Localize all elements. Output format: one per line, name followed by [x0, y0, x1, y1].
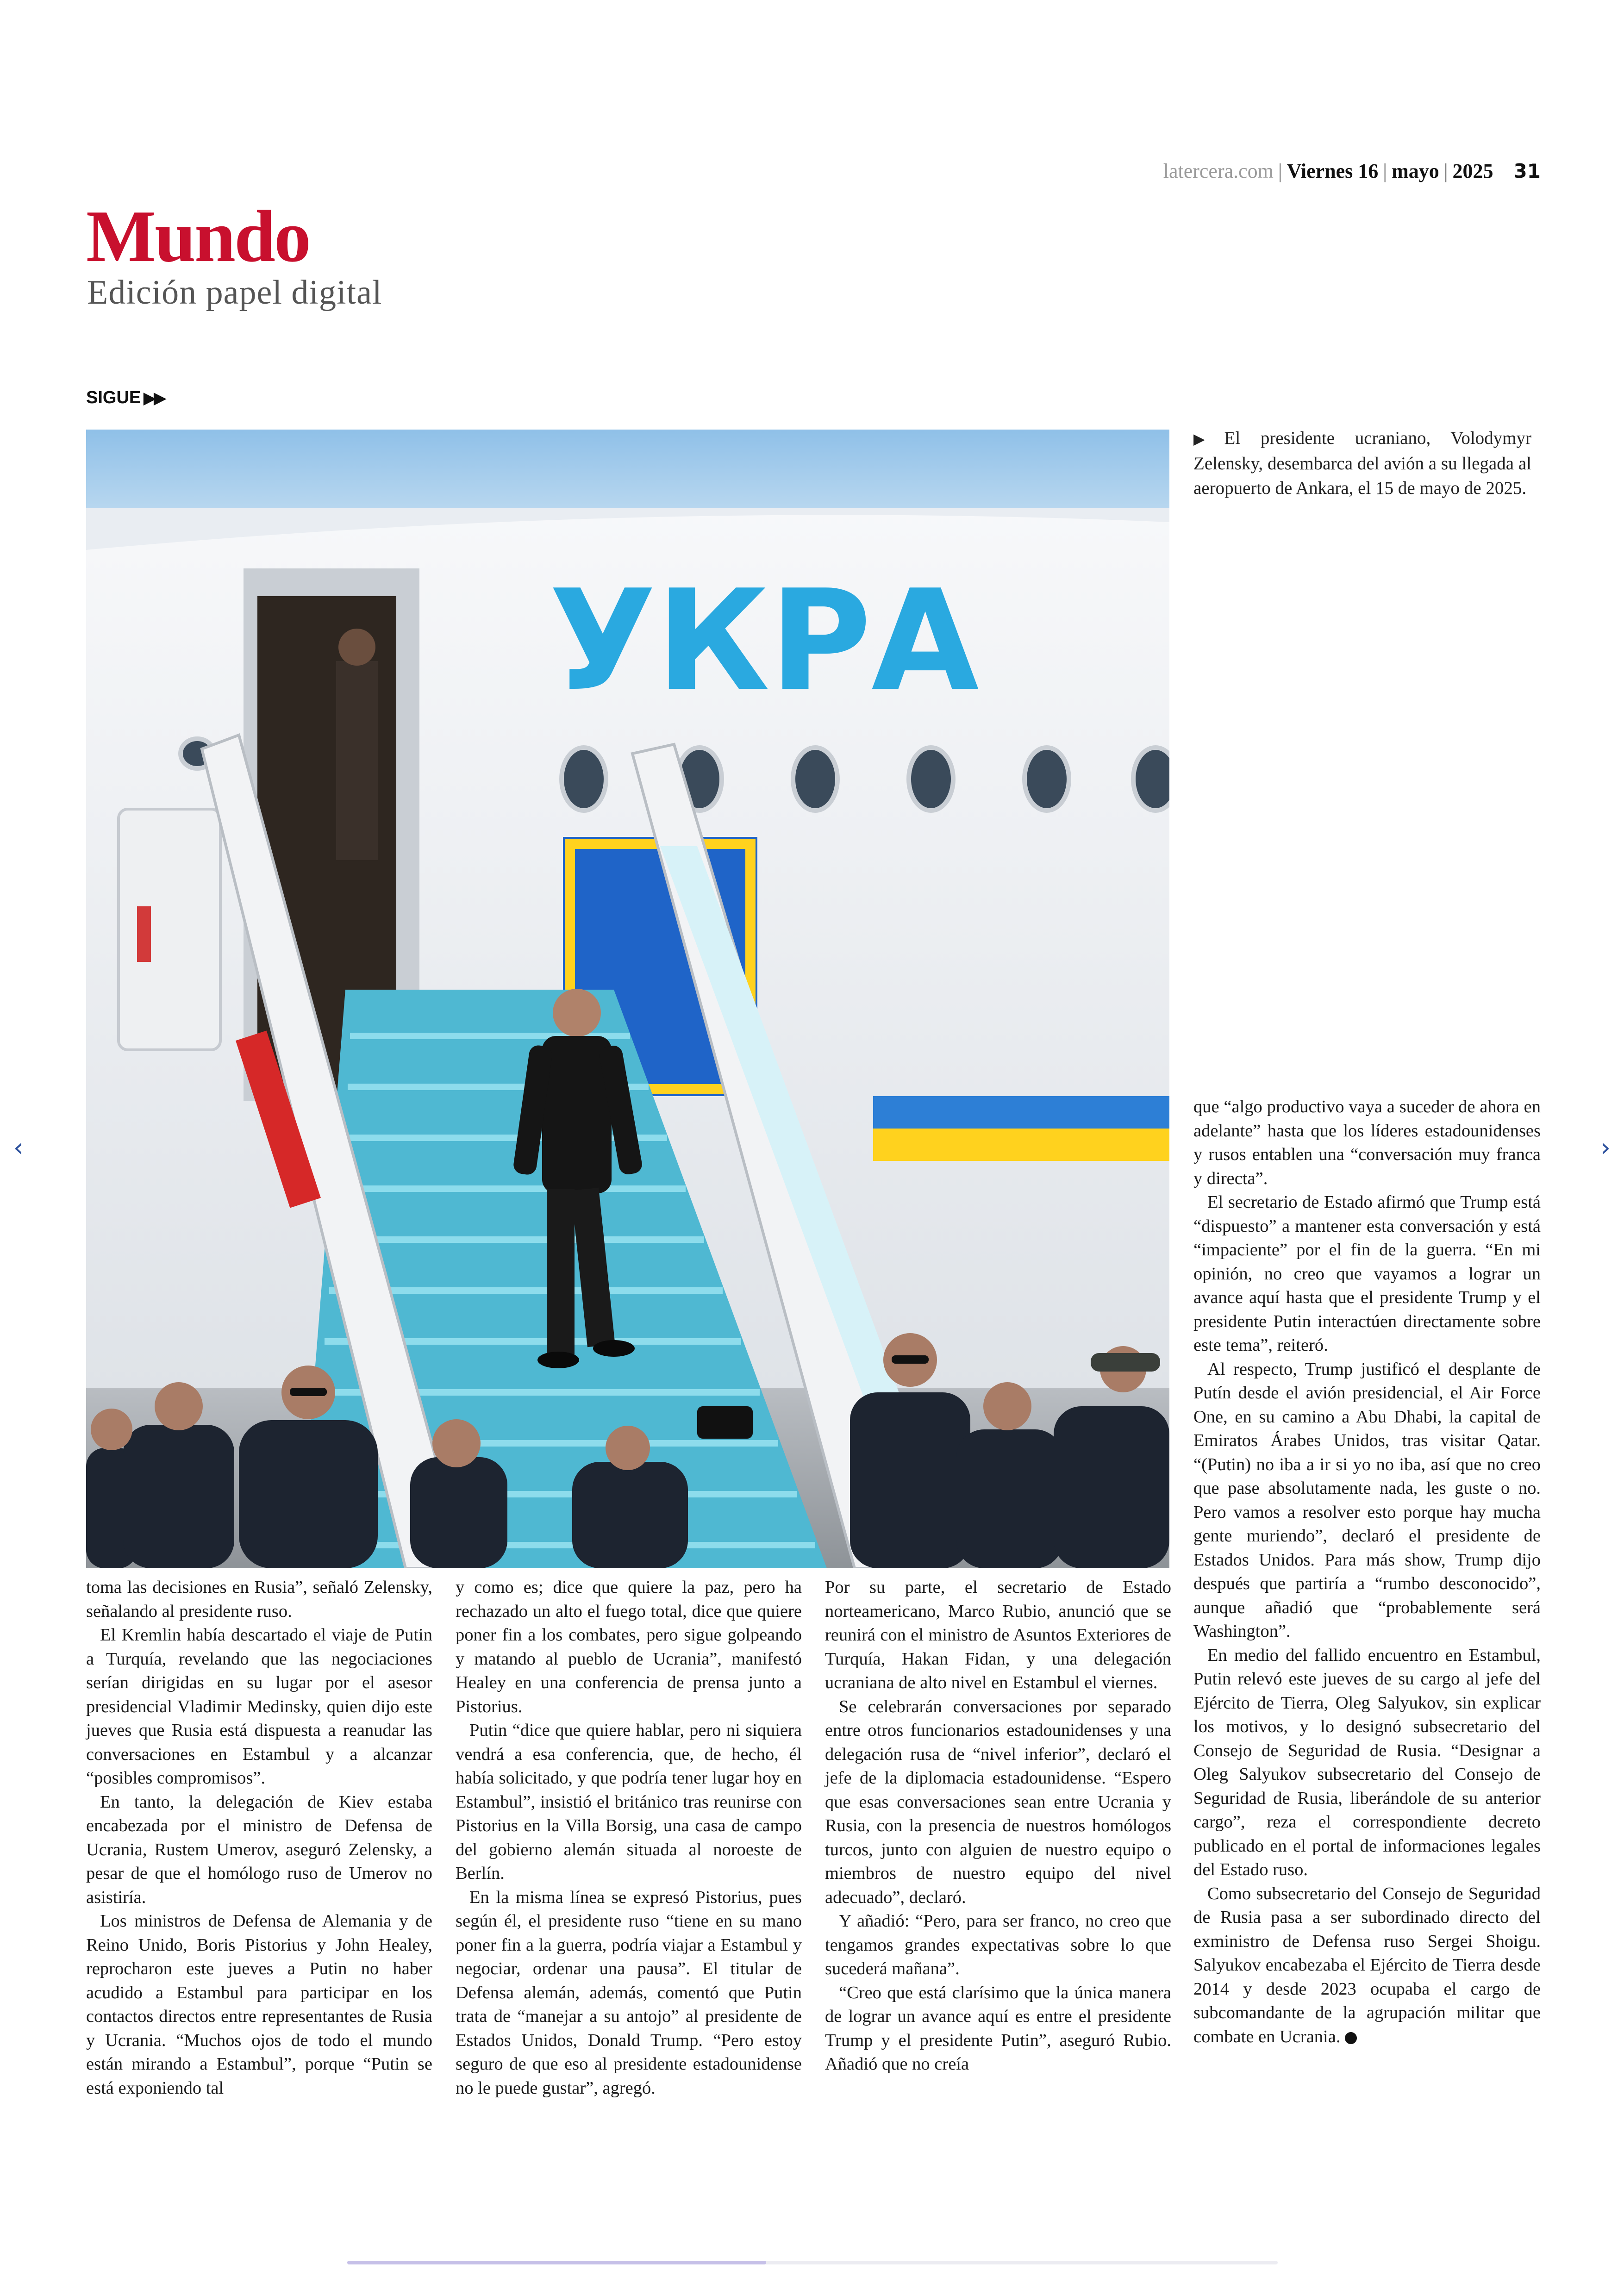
livery-stripe-yellow [873, 1129, 1169, 1161]
paragraph: toma las decisiones en Rusia”, señaló Zelensky, señalando al presidente ruso. [86, 1578, 432, 1621]
paragraph: Al respecto, Trump justificó el desplante de Putín desde el avión presidencial, el Air Force One, en su camino a Abu Dhabi, la capital de Emiratos Árabes Unidos, tras visitar Qatar. “(Putin) no iba a ir si yo no iba, así que no creo que pase absolutamente nada, les guste o no. Pero vamos a resolver esto porque hay mucha gente muriendo”, declaró el presidente de Estados Unidos. Para más show, Trump dijo después que partiría a “rumbo desconocido”, aunque añadió que “probablemente será Washington”. [1193, 1359, 1541, 1641]
prev-page-button[interactable] [5, 1132, 32, 1164]
photo-caption [1193, 426, 1531, 500]
paragraph: El Kremlin había descartado el viaje de Putin a Turquía, revelando que las negociaciones serían dirigidas en su lugar por el asesor presidencial Vladimir Medinsky, quien dijo este jueves que Rusia está dispuesta a reanudar las conversaciones en Estambul y a alcanzar “posibles compromisos”. [86, 1625, 432, 1788]
sigue-link[interactable] [86, 388, 164, 408]
sigue-label: SIGUE [86, 388, 141, 407]
paragraph: En tanto, la delegación de Kiev estaba encabezada por el ministro de Defensa de Ucrania, Rustem Umerov, aseguró Zelensky, a pesar de que el homólogo ruso de Umerov no asistiría. [86, 1792, 432, 1907]
paragraph: “Creo que está clarísimo que la única manera de lograr un avance aquí es entre el presidente Trump y el presidente Putin”, aseguró Rubio. Añadió que no creía [825, 1983, 1171, 2074]
issue-month: mayo [1392, 160, 1439, 182]
caption-marker-icon: ▶ [1193, 430, 1221, 447]
article-column-3 [825, 1576, 1171, 2077]
end-mark-icon [1345, 2032, 1357, 2044]
page-number: 31 [1513, 160, 1541, 182]
article-column-2 [456, 1576, 802, 2100]
issue-year: 2025 [1452, 160, 1493, 182]
article-column-4 [1193, 1095, 1541, 2049]
officer-cap [1091, 1353, 1160, 1372]
site-name: latercera.com [1163, 160, 1274, 182]
horizontal-scrollbar[interactable] [347, 2261, 1278, 2264]
paragraph: El secretario de Estado afirmó que Trump está “dispuesto” a mantener esta conversación y está “impaciente” por el fin de la guerra. “En mi opinión, no creo que vayamos a lograr un avance aquí hasta que el presidente Trump y el presidente Putin interactúen directamente sobre este tema”, reiteró. [1193, 1192, 1541, 1355]
chevron-left-icon: ‹ [13, 1133, 24, 1163]
caption-text: El presidente ucraniano, Volodymyr Zelensky, desembarca del avión a su llegada al aeropuerto de Ankara, el 15 de mayo de 2025. [1193, 428, 1531, 498]
forward-arrows-icon: ▶▶ [144, 389, 164, 407]
article-photo [86, 430, 1169, 1568]
section-subtitle: Edición papel digital [87, 274, 382, 312]
scrollbar-thumb[interactable] [347, 2261, 766, 2264]
paragraph: En la misma línea se expresó Pistorius, pues según él, el presidente ruso “tiene en su mano poner fin a la guerra, podría viajar a Estambul y negociar, ordenar una pausa”. El titular de Defensa alemán, además, comentó que Putin trata de “manejar a su antojo” al presidente de Estados Unidos, Donald Trump. “Pero estoy seguro de que eso al presidente estadounidense no le puede gustar”, agregó. [456, 1887, 802, 2098]
camera [697, 1406, 753, 1439]
paragraph: Putin “dice que quiere hablar, pero ni siquiera vendrá a esa conferencia, que, de hecho, él había solicitado, y que podría tener lugar hoy en Estambul”, insistió el británico tras reunirse con Pistorius en la Villa Borsig, una casa de campo del gobierno alemán situada al noroeste de Berlín. [456, 1721, 802, 1883]
paragraph: Por su parte, el secretario de Estado norteamericano, Marco Rubio, anunció que se reunirá con el ministro de Asuntos Exteriores de Turquía, Hakan Fidan, y una delegación ucraniana de alto nivel en Estambul el viernes. [825, 1578, 1171, 1692]
aircraft-lettering: УКРА [549, 560, 979, 722]
paragraph-last [1193, 1882, 1541, 2049]
issue-header: latercera.com | Viernes 16 | mayo | 2025 31 [1163, 160, 1541, 182]
paragraph-text: Como subsecretario del Consejo de Seguridad de Rusia pasa a ser subordinado directo del exministro de Defensa ruso Sergei Shoigu. Salyukov encabezaba el Ejército de Tierra desde 2014 y desde 2023 ocupaba el cargo de subcomandante de la agrupación militar que combate en Ucrania. [1193, 1883, 1541, 2046]
paragraph: y como es; dice que quiere la paz, pero ha rechazado un alto el fuego total, dice que quiere poner fin a los combates, pero sigue golpeando y matando al pueblo de Ucrania”, manifestó Healey en una conferencia de prensa junto a Pistorius. [456, 1578, 802, 1716]
paragraph: que “algo productivo vaya a suceder de ahora en adelante” hasta que los líderes estadounidenses y rusos entablen una “conversación muy franca y directa”. [1193, 1097, 1541, 1188]
livery-stripe-blue [873, 1096, 1169, 1129]
open-door-panel [119, 809, 220, 1050]
paragraph: Se celebrarán conversaciones por separado entre otros funcionarios estadounidenses y una delegación rusa de “nivel inferior”, declaró el jefe de la diplomacia estadounidense. “Espero que esas conversaciones sean entre Ucrania y Rusia, con la presencia de nuestros homólogos turcos, junto con alguien de nuestro equipo o miembros de nuestro equipo del nivel adecuado”, declaró. [825, 1696, 1171, 1907]
paragraph: Y añadió: “Pero, para ser franco, no creo que tengamos grandes expectativas sobre lo que sucederá mañana”. [825, 1911, 1171, 1978]
chevron-right-icon: › [1600, 1133, 1611, 1163]
next-page-button[interactable] [1592, 1132, 1619, 1164]
paragraph: Los ministros de Defensa de Alemania y de Reino Unido, Boris Pistorius y John Healey, reprocharon este jueves a Putin no haber acudido a Estambul para participar en los contactos directos entre representantes de Rusia y Ucrania. “Muchos ojos de todo el mundo están mirando a Estambul”, porque “Putin se está exponiendo tal [86, 1911, 432, 2098]
door-person [336, 661, 378, 860]
paragraph: En medio del fallido encuentro en Estambul, Putin relevó este jueves de su cargo al jefe del Ejército de Tierra, Oleg Salyukov, sin explicar los motivos, y lo designó subsecretario del Consejo de Seguridad de Rusia. “Designar a Oleg Salyukov subsecretario del Consejo de Seguridad de Rusia, liberándole de su anterior cargo”, reza el correspondiente decreto publicado en el portal de informaciones legales del Estado ruso. [1193, 1645, 1541, 1879]
article-column-1 [86, 1576, 432, 2100]
section-title: Mundo [86, 195, 310, 277]
issue-day: Viernes 16 [1287, 160, 1379, 182]
